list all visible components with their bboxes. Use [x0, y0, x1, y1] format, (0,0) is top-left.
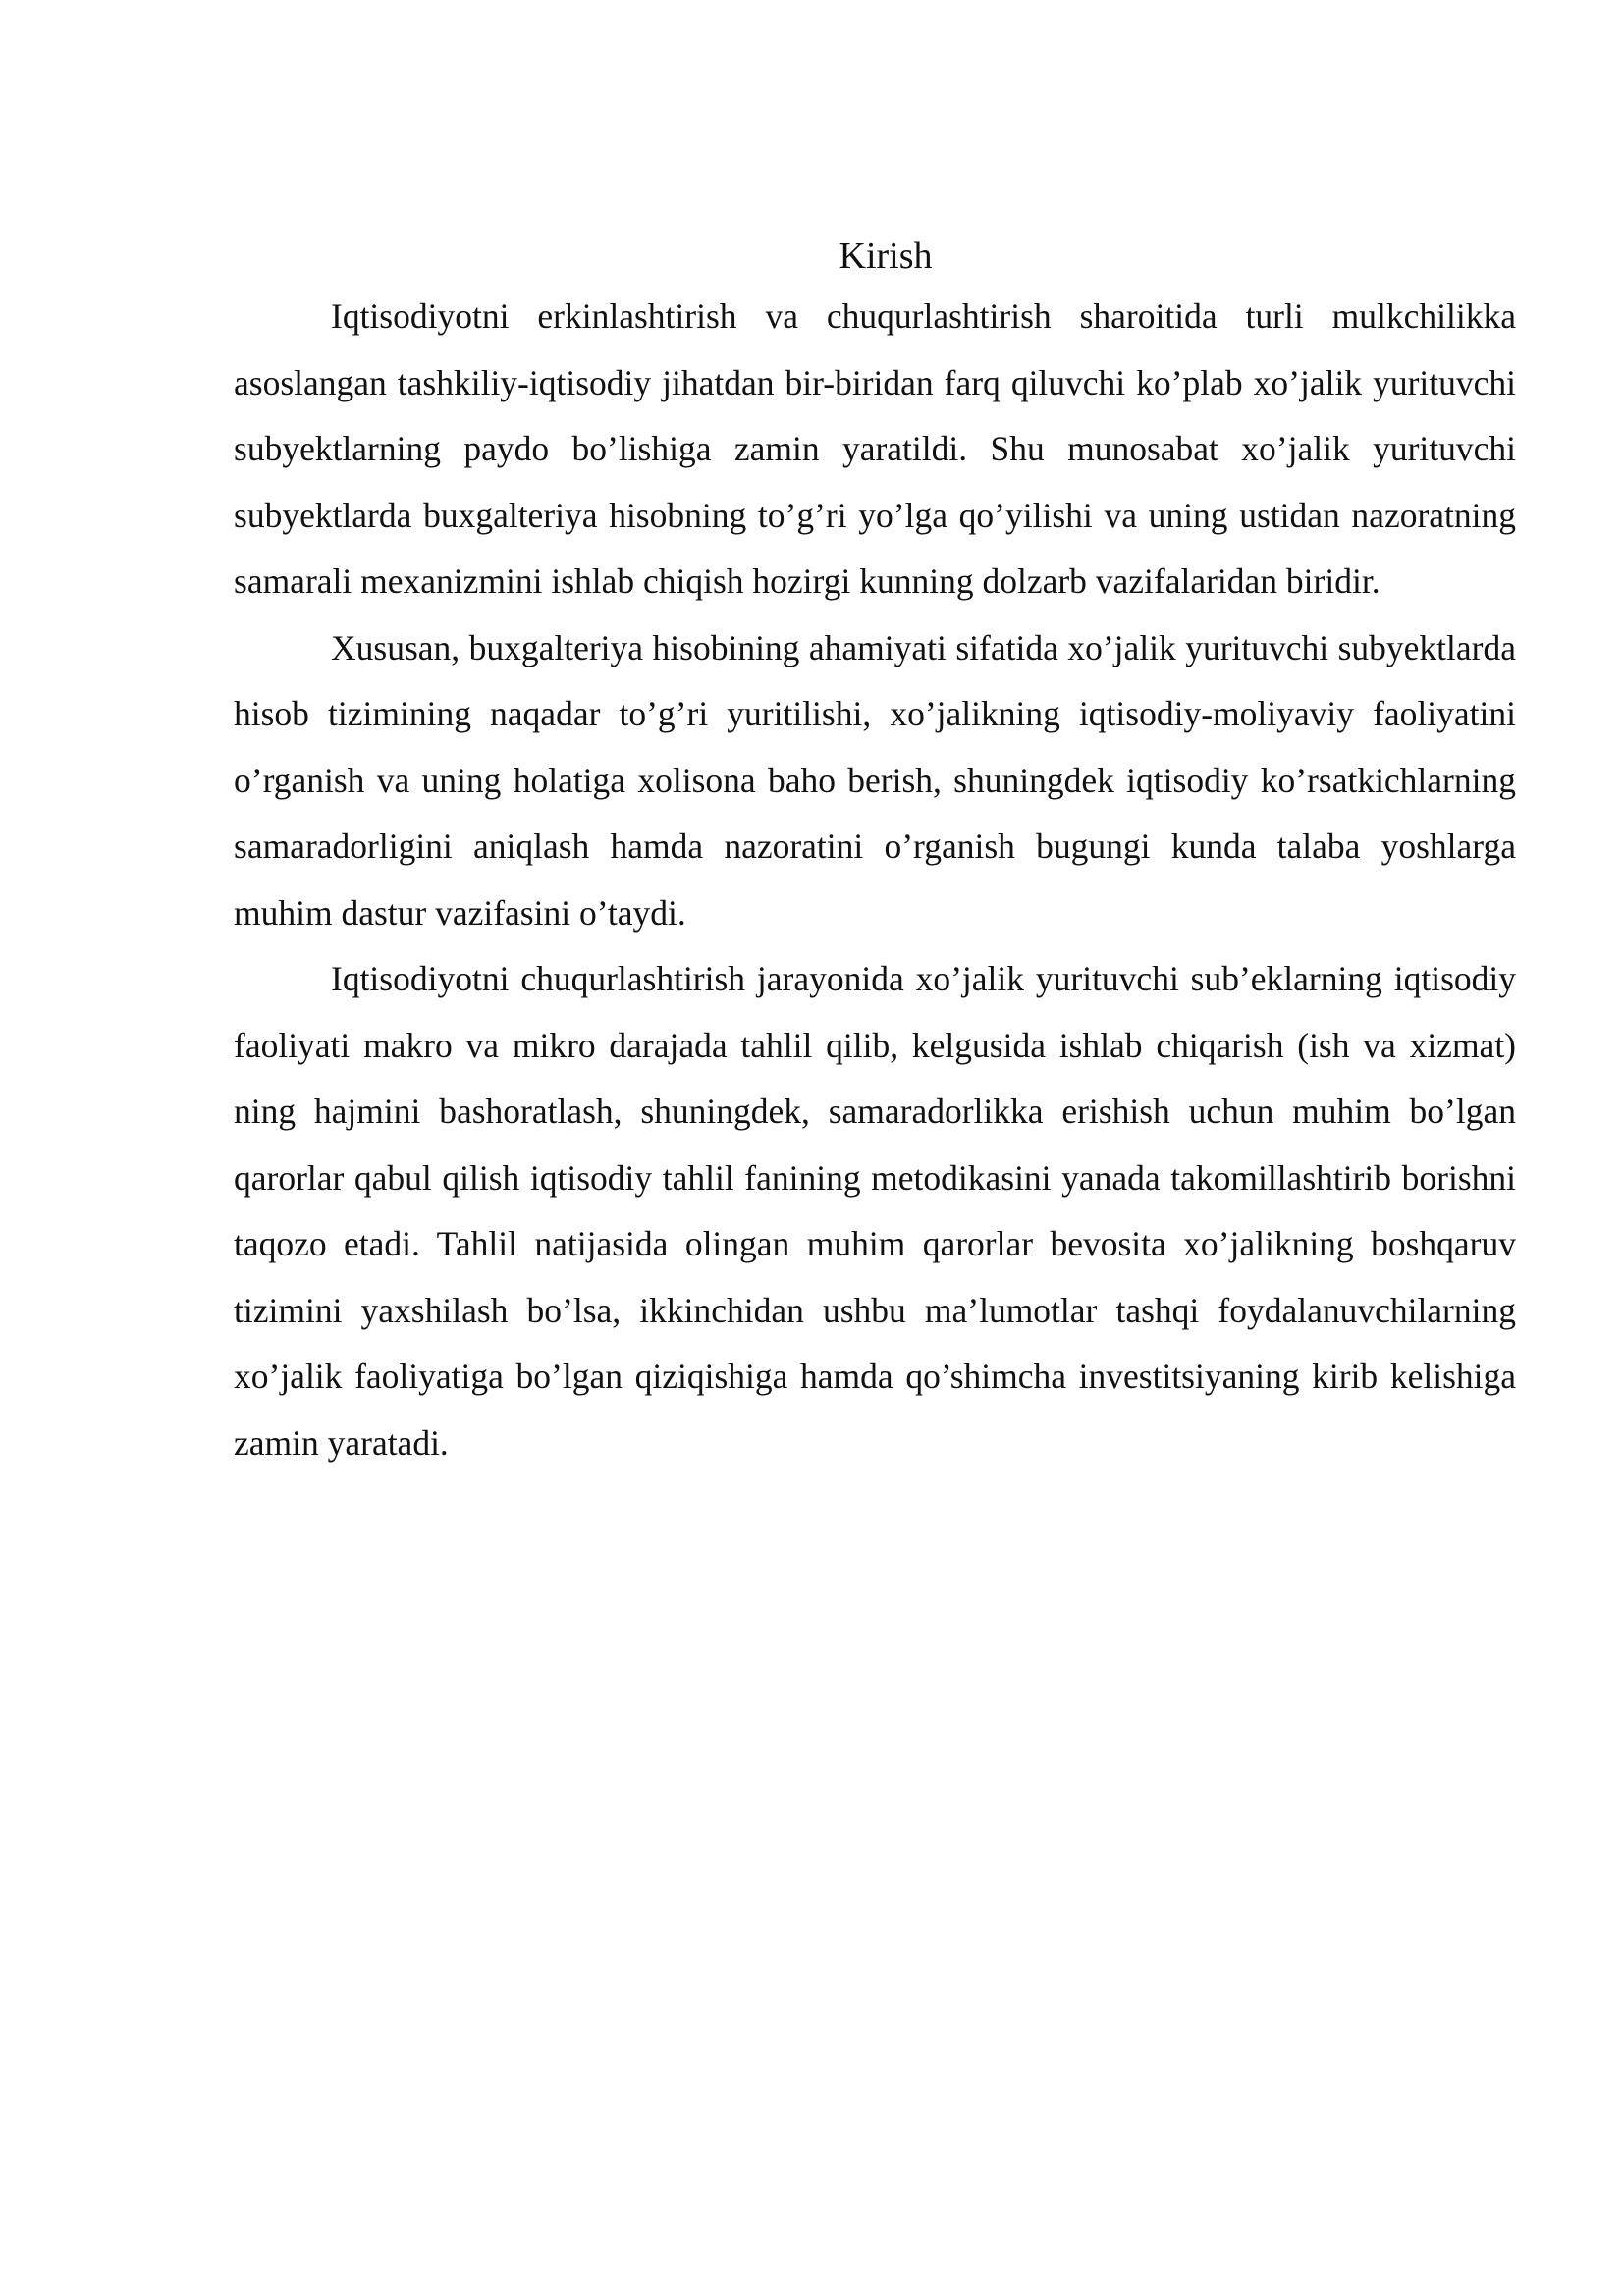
document-heading: Kirish [839, 236, 933, 277]
paragraph-1: Iqtisodiyotni erkinlashtirish va chuqurlashtirish sharoitida turli mulkchilikka asoslangan tashkiliy-iqtisodiy jihatdan bir-biridan farq qiluvchi ko’plab xo’jalik yurituvchi subyektlarning paydo bo’lishiga zamin yaratildi. Shu munosabat xo’jalik yurituvchi subyektlarda buxgalteriya hisobning to’g’ri yo’lga qo’yilishi va uning ustidan nazoratning samarali mexanizmini ishlab chiqish hozirgi kunning dolzarb vazifalaridan biridir. [234, 296, 1516, 601]
paragraph-2: Xususan, buxgalteriya hisobining ahamiyati sifatida xo’jalik yurituvchi subyektlarda hisob tizimining naqadar to’g’ri yuritilishi, xo’jalikning iqtisodiy-moliyaviy faoliyatini o’rganish va uning holatiga xolisona baho berish, shuningdek iqtisodiy ko’rsatkichlarning samaradorligini aniqlash hamda nazoratini o’rganish bugungi kunda talaba yoshlarga muhim dastur vazifasini o’taydi. [234, 627, 1516, 933]
paragraph-3: Iqtisodiyotni chuqurlashtirish jarayonida xo’jalik yurituvchi sub’eklarning iqtisodiy faoliyati makro va mikro darajada tahlil qilib, kelgusida ishlab chiqarish (ish va xizmat) ning hajmini bashoratlash, shuningdek, samaradorlikka erishish uchun muhim bo’lgan qarorlar qabul qilish iqtisodiy tahlil fanining metodikasini yanada takomillashtirib borishni taqozo etadi. Tahlil natijasida olingan muhim qarorlar bevosita xo’jalikning boshqaruv tizimini yaxshilash bo’lsa, ikkinchidan ushbu ma’lumotlar tashqi foydalanuvchilarning xo’jalik faoliyatiga bo’lgan qiziqishiga hamda qo’shimcha investitsiyaning kirib kelishiga zamin yaratadi. [234, 959, 1516, 1463]
document-body [234, 221, 1516, 1476]
